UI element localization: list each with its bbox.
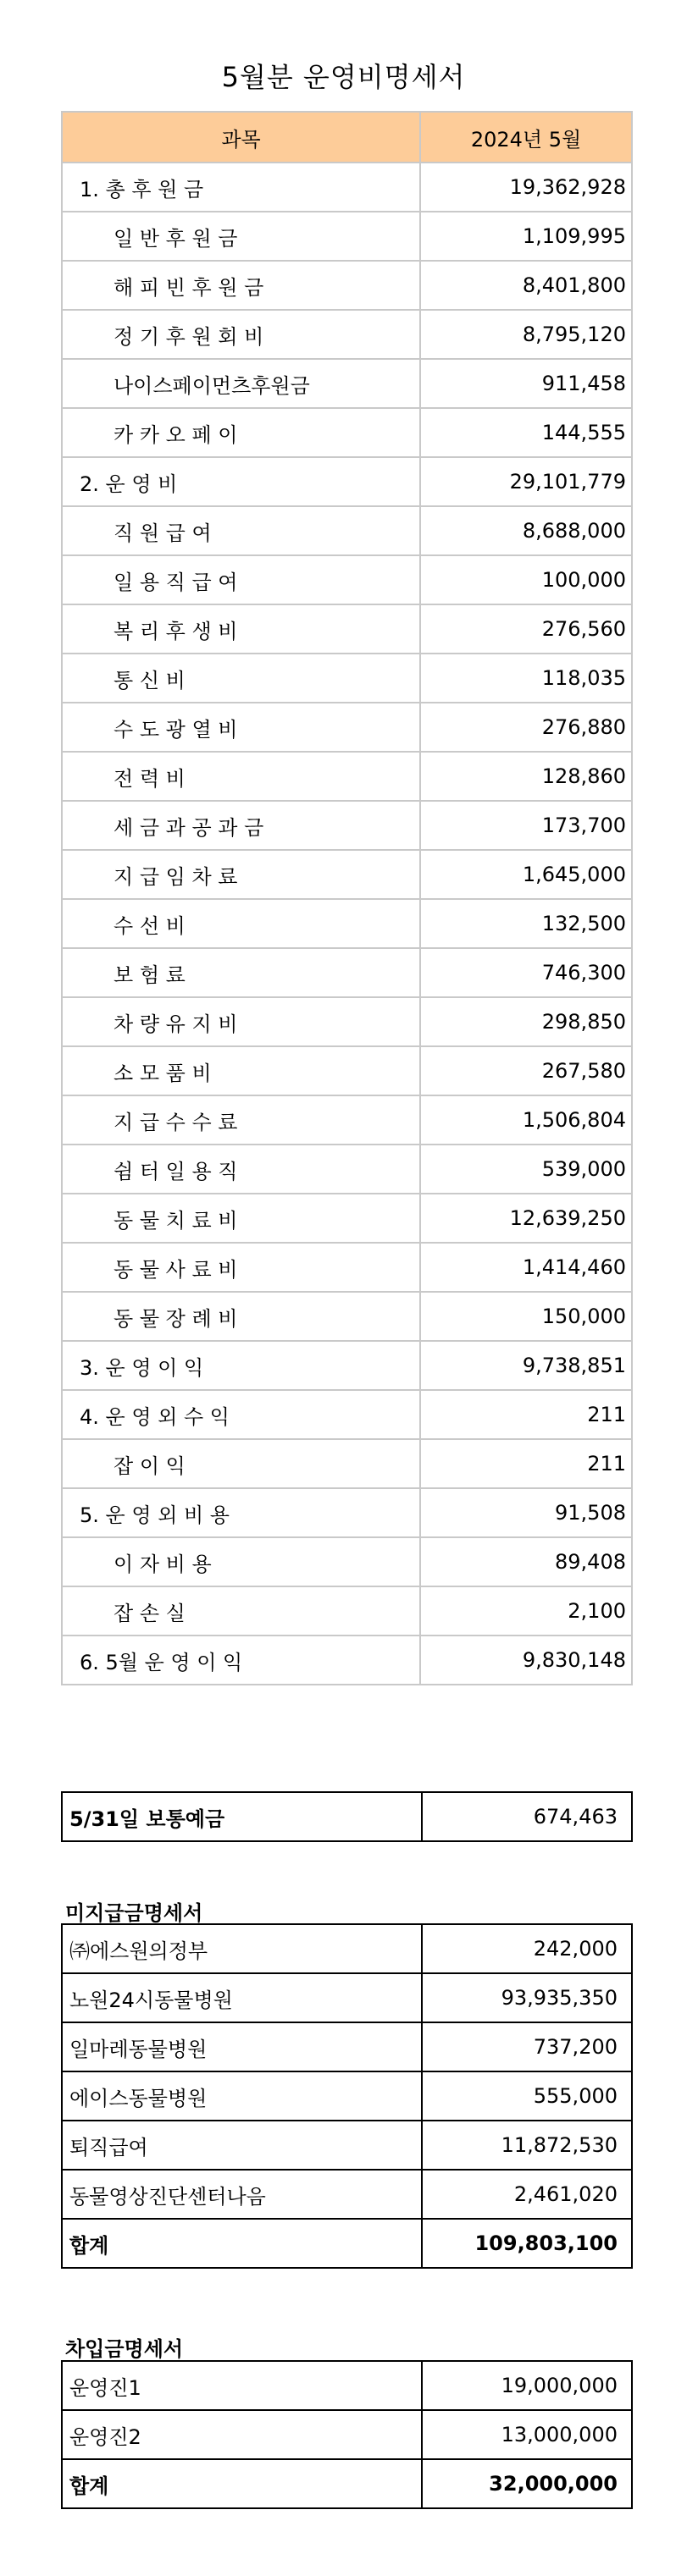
row-label: 나이스페이먼츠후원금 [62,359,420,408]
row-amount: 298,850 [420,997,632,1046]
row-label: 일 용 직 급 여 [62,555,420,604]
table-row [62,604,632,654]
row-amount: 1,506,804 [420,1095,632,1145]
row-label: 정 기 후 원 회 비 [62,310,420,359]
row-amount: 144,555 [420,408,632,457]
table-row [62,654,632,703]
table-row [62,163,632,212]
row-label: 복 리 후 생 비 [62,604,420,654]
row-amount: 128,860 [420,752,632,801]
row-amount: 276,560 [420,604,632,654]
row-label: 노원24시동물병원 [62,1973,422,2022]
row-amount: 242,000 [422,1924,632,1973]
table-row [62,2071,632,2121]
row-amount: 1,645,000 [420,850,632,899]
deposit-amount: 674,463 [422,1792,632,1841]
table-row [62,997,632,1046]
row-label: 동 물 치 료 비 [62,1194,420,1243]
row-label: 직 원 급 여 [62,506,420,555]
table-row [62,212,632,261]
page-title: 5월분 운영비명세서 [221,61,466,93]
table-row [62,1095,632,1145]
row-label: 운영진2 [62,2410,422,2459]
row-label: 소 모 품 비 [62,1046,420,1095]
row-amount: 109,803,100 [422,2219,632,2268]
row-amount: 19,000,000 [422,2361,632,2410]
row-label: 2. 운 영 비 [62,457,420,506]
table-row [62,261,632,310]
table-row [62,506,632,555]
row-label: ㈜에스원의정부 [62,1924,422,1973]
table-row [62,555,632,604]
row-amount: 8,795,120 [420,310,632,359]
row-label: 지 급 임 차 료 [62,850,420,899]
row-label: 1. 총 후 원 금 [62,163,420,212]
unpaid-table [61,1923,633,2269]
row-label: 통 신 비 [62,654,420,703]
row-amount: 8,401,800 [420,261,632,310]
row-amount: 13,000,000 [422,2410,632,2459]
row-label: 동 물 장 례 비 [62,1292,420,1341]
row-amount: 211 [420,1439,632,1488]
table-row [62,2170,632,2219]
row-label: 이 자 비 용 [62,1537,420,1586]
row-amount: 737,200 [422,2022,632,2071]
row-label: 해 피 빈 후 원 금 [62,261,420,310]
row-label: 수 도 광 열 비 [62,703,420,752]
table-row [62,703,632,752]
row-label: 지 급 수 수 료 [62,1095,420,1145]
row-amount: 2,100 [420,1586,632,1636]
row-label: 보 험 료 [62,948,420,997]
row-label: 퇴직급여 [62,2121,422,2170]
row-amount: 118,035 [420,654,632,703]
row-label: 합계 [62,2219,422,2268]
row-label: 에이스동물병원 [62,2071,422,2121]
table-row [62,457,632,506]
table-row [62,2459,632,2508]
operating-expense-table [61,111,633,1685]
row-label: 6. 5월 운 영 이 익 [62,1636,420,1685]
row-label: 동 물 사 료 비 [62,1243,420,1292]
table-row [62,752,632,801]
row-amount: 173,700 [420,801,632,850]
row-amount: 93,935,350 [422,1973,632,2022]
table-row [62,1243,632,1292]
deposit-row [62,1792,632,1841]
loans-table [61,2360,633,2509]
unpaid-section-title: 미지급금명세서 [65,1901,203,1925]
table-row [62,408,632,457]
table-row [62,1973,632,2022]
table-row [62,1488,632,1537]
row-amount: 8,688,000 [420,506,632,555]
row-amount: 555,000 [422,2071,632,2121]
table-row [62,850,632,899]
loans-section-title: 차입금명세서 [65,2337,184,2361]
row-label: 동물영상진단센터나음 [62,2170,422,2219]
row-label: 5. 운 영 외 비 용 [62,1488,420,1537]
header-period: 2024년 5월 [420,112,632,163]
row-label: 세 금 과 공 과 금 [62,801,420,850]
row-amount: 9,738,851 [420,1341,632,1390]
row-amount: 9,830,148 [420,1636,632,1685]
header-subject: 과목 [62,112,420,163]
row-label: 수 선 비 [62,899,420,948]
table-row [62,310,632,359]
row-label: 잡 이 익 [62,1439,420,1488]
table-row [62,1924,632,1973]
table-row [62,1046,632,1095]
row-label: 카 카 오 페 이 [62,408,420,457]
table-row [62,801,632,850]
row-label: 3. 운 영 이 익 [62,1341,420,1390]
table-header-row [62,112,632,163]
table-row [62,1292,632,1341]
row-label: 합계 [62,2459,422,2508]
table-row [62,2361,632,2410]
deposit-label: 5/31일 보통예금 [62,1792,422,1841]
row-amount: 91,508 [420,1488,632,1537]
table-row [62,1439,632,1488]
row-amount: 539,000 [420,1145,632,1194]
row-amount: 19,362,928 [420,163,632,212]
table-row [62,2219,632,2268]
row-amount: 2,461,020 [422,2170,632,2219]
table-row [62,1194,632,1243]
table-row [62,1636,632,1685]
row-amount: 100,000 [420,555,632,604]
row-amount: 11,872,530 [422,2121,632,2170]
row-amount: 911,458 [420,359,632,408]
table-row [62,1145,632,1194]
row-label: 잡 손 실 [62,1586,420,1636]
row-label: 전 력 비 [62,752,420,801]
row-amount: 32,000,000 [422,2459,632,2508]
row-label: 차 량 유 지 비 [62,997,420,1046]
row-label: 일 반 후 원 금 [62,212,420,261]
row-amount: 132,500 [420,899,632,948]
row-label: 일마레동물병원 [62,2022,422,2071]
row-label: 4. 운 영 외 수 익 [62,1390,420,1439]
table-row [62,1586,632,1636]
table-row [62,899,632,948]
table-row [62,2121,632,2170]
deposit-table [61,1791,633,1842]
table-row [62,1341,632,1390]
row-amount: 150,000 [420,1292,632,1341]
table-row [62,359,632,408]
row-amount: 1,109,995 [420,212,632,261]
row-amount: 276,880 [420,703,632,752]
table-row [62,948,632,997]
table-row [62,1537,632,1586]
row-amount: 12,639,250 [420,1194,632,1243]
table-row [62,2022,632,2071]
row-amount: 1,414,460 [420,1243,632,1292]
row-amount: 211 [420,1390,632,1439]
row-amount: 29,101,779 [420,457,632,506]
row-label: 쉼 터 일 용 직 [62,1145,420,1194]
row-amount: 267,580 [420,1046,632,1095]
row-amount: 89,408 [420,1537,632,1586]
table-row [62,1390,632,1439]
table-row [62,2410,632,2459]
row-amount: 746,300 [420,948,632,997]
row-label: 운영진1 [62,2361,422,2410]
